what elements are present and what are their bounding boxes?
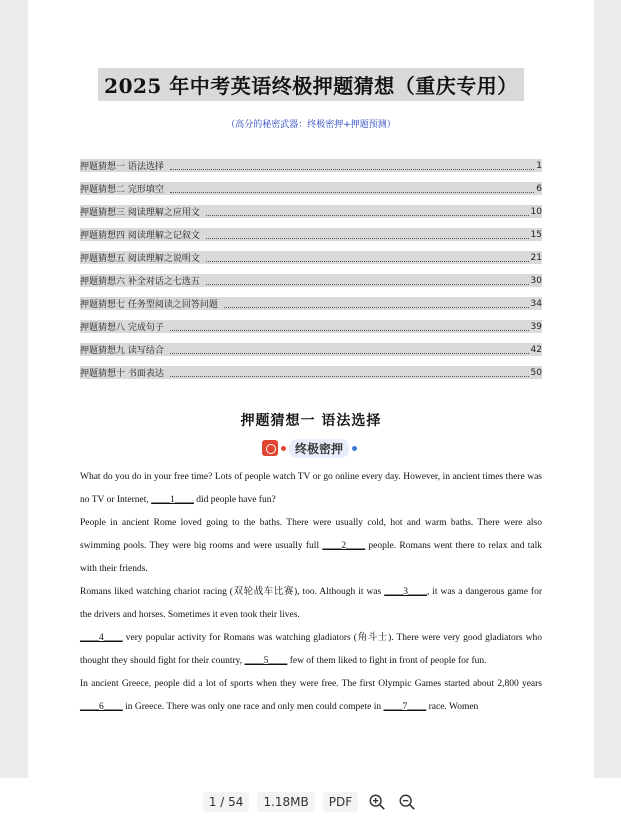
toc-leader <box>206 231 529 239</box>
zoom-out-icon[interactable] <box>398 793 416 811</box>
toc-leader <box>206 277 529 285</box>
toc-leader <box>170 369 529 377</box>
toc-leader <box>170 323 529 331</box>
toc-row[interactable] <box>80 182 542 195</box>
file-type: PDF <box>323 792 358 812</box>
toc-row[interactable] <box>80 228 542 241</box>
toc-row[interactable] <box>80 205 542 218</box>
toc-page-number: 21 <box>530 252 542 263</box>
toc-leader <box>170 162 534 170</box>
passage-text: in Greece. There was only one race and only men could compete in <box>122 702 384 712</box>
toc-label: 押题猜想十 书面表达 <box>80 369 164 379</box>
passage-paragraph <box>80 673 542 719</box>
document-subtitle: （高分的秘密武器：终极密押+押题预测） <box>226 120 396 130</box>
passage-text: What do you do in your free time? Lots of people watch TV or go online every day. However, in ancient times there was no TV or Internet, <box>80 472 542 505</box>
badge-dot-icon <box>352 446 357 451</box>
toc-row[interactable] <box>80 366 542 379</box>
passage-paragraph <box>80 627 542 673</box>
page-indicator[interactable]: 1 / 54 <box>203 792 250 812</box>
answer-blank: ____3____ <box>384 587 427 597</box>
toc-row[interactable] <box>80 297 542 310</box>
passage-text: People in ancient Rome loved going to the baths. There were usually cold, hot and warm baths. There were also swimming pools. They were big rooms and were usually full <box>80 518 542 551</box>
toc-page-number: 15 <box>530 229 542 240</box>
toc-page-number: 50 <box>530 367 542 378</box>
passage-text: few of them liked to fight in front of people for fun. <box>287 656 487 666</box>
toc-page-number: 10 <box>530 206 542 217</box>
zoom-in-icon[interactable] <box>368 793 386 811</box>
toc-page-number: 39 <box>530 321 542 332</box>
toc-label: 押题猜想六 补全对话之七选五 <box>80 277 200 287</box>
toc-page-number: 1 <box>536 160 542 171</box>
toc-leader <box>206 254 529 262</box>
toc-page-number: 30 <box>530 275 542 286</box>
table-of-contents <box>80 159 542 389</box>
badge <box>262 438 360 458</box>
toc-label: 押题猜想二 完形填空 <box>80 185 164 195</box>
document-title: 2025 年中考英语终极押题猜想（重庆专用） <box>98 68 524 101</box>
toc-label: 押题猜想七 任务型阅读之回答问题 <box>80 300 218 310</box>
badge-dot-icon <box>281 446 286 451</box>
toc-leader <box>224 300 529 308</box>
answer-blank: ____4____ <box>80 633 123 643</box>
passage <box>80 466 542 719</box>
viewer-toolbar <box>0 778 621 826</box>
toc-label: 押题猜想四 阅读理解之记叙文 <box>80 231 200 241</box>
toc-label: 押题猜想一 语法选择 <box>80 162 164 172</box>
passage-paragraph <box>80 466 542 512</box>
section-title: 押题猜想一 语法选择 <box>240 413 382 429</box>
passage-paragraph <box>80 512 542 581</box>
passage-text: did people have fun? <box>193 495 276 505</box>
toc-leader <box>170 185 534 193</box>
file-size: 1.18MB <box>257 792 314 812</box>
answer-blank: ____2____ <box>322 541 366 551</box>
toc-row[interactable] <box>80 159 542 172</box>
passage-text: people. Romans went there to relax and talk with their friends. <box>80 541 542 574</box>
toc-page-number: 6 <box>536 183 542 194</box>
toc-row[interactable] <box>80 343 542 356</box>
passage-text: Romans liked watching chariot racing (双轮战车比赛), too. Although it was <box>80 587 385 597</box>
toc-leader <box>206 208 529 216</box>
toc-row[interactable] <box>80 251 542 264</box>
toc-label: 押题猜想八 完成句子 <box>80 323 164 333</box>
toc-page-number: 42 <box>530 344 542 355</box>
badge-icon <box>262 440 278 456</box>
passage-paragraph <box>80 581 542 627</box>
passage-text: very popular activity for Romans was watching gladiators (角斗士). There were very good gladiators who thought they should fight for their country, <box>80 633 542 666</box>
toc-leader <box>170 346 529 354</box>
answer-blank: ____7____ <box>383 702 427 712</box>
document-page <box>28 0 594 778</box>
passage-text: In ancient Greece, people did a lot of sports when they were free. The first Olympic Games started about 2,800 years <box>80 679 542 689</box>
passage-text: race. Women <box>426 702 479 712</box>
answer-blank: ____6____ <box>80 702 123 712</box>
toc-label: 押题猜想五 阅读理解之说明文 <box>80 254 200 264</box>
answer-blank: ____1____ <box>151 495 194 505</box>
toc-row[interactable] <box>80 320 542 333</box>
badge-label: 终极密押 <box>289 439 349 458</box>
toc-label: 押题猜想三 阅读理解之应用文 <box>80 208 200 218</box>
toc-label: 押题猜想九 读写结合 <box>80 346 164 356</box>
toc-row[interactable] <box>80 274 542 287</box>
title-wrap <box>28 68 594 101</box>
toc-page-number: 34 <box>530 298 542 309</box>
passage-text: , it was a dangerous game for the drivers and horses. Sometimes it even took their lives. <box>80 587 542 620</box>
answer-blank: ____5____ <box>244 656 288 666</box>
